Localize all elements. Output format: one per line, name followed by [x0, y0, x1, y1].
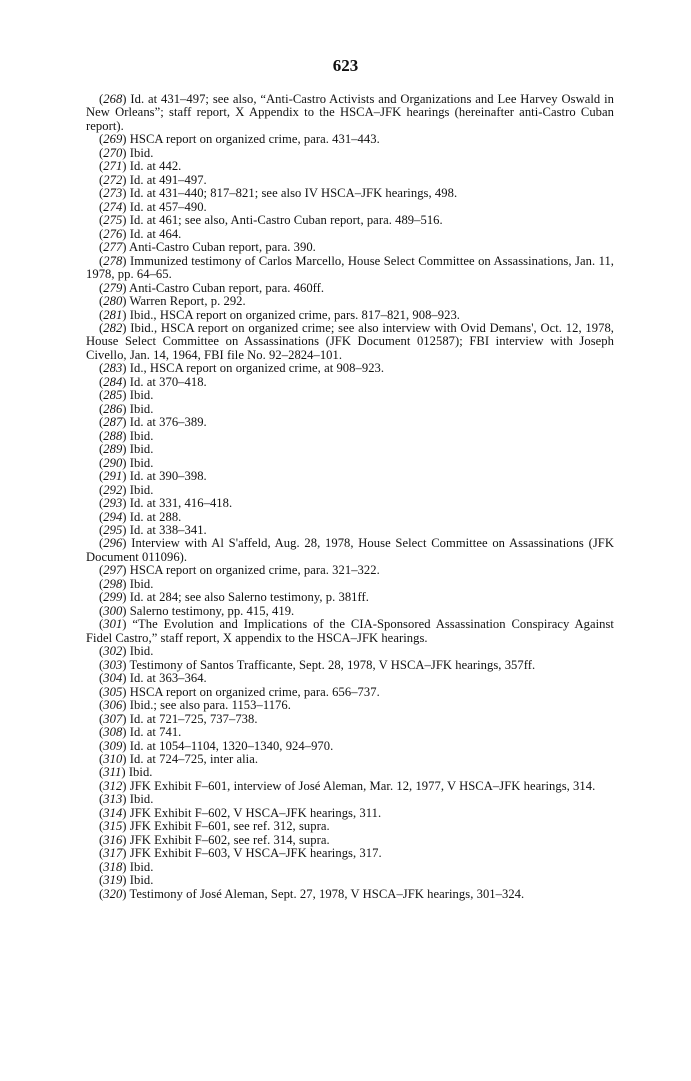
endnote: (313) Ibid. [99, 792, 154, 807]
endnote-text: JFK Exhibit F–601, interview of José Aleman, Mar. 12, 1977, V HSCA–JFK hearings, 314. [129, 778, 596, 793]
endnote-number: 285 [103, 388, 123, 403]
endnote-text: Id. at 491–497. [129, 172, 207, 187]
endnote-text: Id. at 370–418. [129, 374, 207, 389]
page-number: 623 [332, 56, 359, 75]
endnote-text: Anti-Castro Cuban report, para. 460ff. [129, 280, 325, 295]
endnote-number: 308 [103, 725, 123, 740]
endnote-text: Ibid. [129, 442, 154, 457]
endnote-number: 314 [103, 805, 123, 820]
endnote-text: Id. at 288. [129, 509, 182, 524]
endnote: (272) Id. at 491–497. [99, 172, 207, 187]
endnote: (320) Testimony of José Aleman, Sept. 27, 1978, V HSCA–JFK hearings, 301–324. [99, 886, 525, 901]
endnote: (286) Ibid. [99, 401, 154, 416]
endnote-text: Ibid. [129, 145, 154, 160]
endnote-text: Ibid. [128, 765, 153, 780]
endnote-number: 271 [103, 159, 123, 174]
endnote-number: 275 [103, 213, 123, 228]
endnote-number: 315 [103, 819, 123, 834]
endnote: (303) Testimony of Santos Trafficante, Sept. 28, 1978, V HSCA–JFK hearings, 357ff. [99, 657, 536, 672]
endnote-number: 316 [103, 832, 123, 847]
endnote: (278) Immunized testimony of Carlos Marcello, House Select Committee on Assassinations, Jan. 11, 1978, pp. 64–65. [86, 253, 614, 282]
endnote: (298) Ibid. [99, 576, 154, 591]
endnote-text: Ibid. [129, 576, 154, 591]
endnote-number: 298 [103, 576, 123, 591]
endnote: (301) “The Evolution and Implications of the CIA-Sponsored Assassination Conspiracy Against Fidel Castro,” staff report, X appendix to the HSCA–JFK hearings. [86, 617, 614, 645]
endnote-text: HSCA report on organized crime, para. 321–322. [129, 563, 380, 578]
endnote-text: Ibid. [129, 455, 154, 470]
endnote: (317) JFK Exhibit F–603, V HSCA–JFK hearings, 317. [99, 846, 382, 861]
endnote-number: 277 [103, 240, 123, 255]
endnote: (273) Id. at 431–440; 817–821; see also IV HSCA–JFK hearings, 498. [99, 186, 458, 201]
endnote-text: Id. at 284; see also Salerno testimony, p. 381ff. [129, 590, 369, 605]
endnote: (280) Warren Report, p. 292. [99, 294, 246, 309]
endnote: (283) Id., HSCA report on organized crime, at 908–923. [99, 361, 385, 376]
endnote-number: 270 [103, 145, 123, 160]
endnote-number: 291 [103, 469, 123, 484]
endnote-number: 303 [103, 657, 123, 672]
endnote-text: Ibid., HSCA report on organized crime; see also interview with Ovid Demans', Oct. 12, 1978, House Select Committee on Assassinations (JFK Document 012587); FBI interview with Joseph Civello, Jan. 14, 1964, FBI file No. 92–2824–101. [86, 320, 614, 362]
endnote-number: 302 [103, 644, 123, 659]
endnote: (296) Interview with Al S'affeld, Aug. 28, 1978, House Select Committee on Assassinations (JFK Document 011096). [86, 536, 614, 564]
endnote: (312) JFK Exhibit F–601, interview of José Aleman, Mar. 12, 1977, V HSCA–JFK hearings, 314. [99, 778, 596, 793]
endnote-number: 297 [103, 563, 123, 578]
endnote-number: 276 [103, 226, 123, 241]
endnote: (319) Ibid. [99, 873, 154, 888]
endnote-text: Id. at 724–725, inter alia. [129, 751, 259, 766]
endnote: (292) Ibid. [99, 482, 154, 497]
endnote-text: Ibid. [129, 644, 154, 659]
endnote-text: Testimony of Santos Trafficante, Sept. 28, 1978, V HSCA–JFK hearings, 357ff. [129, 657, 536, 672]
endnote: (314) JFK Exhibit F–602, V HSCA–JFK hearings, 311. [99, 805, 382, 820]
endnote: (271) Id. at 442. [99, 159, 182, 174]
endnote-text: JFK Exhibit F–601, see ref. 312, supra. [129, 819, 330, 834]
endnote: (305) HSCA report on organized crime, para. 656–737. [99, 684, 380, 699]
endnote: (288) Ibid. [99, 428, 154, 443]
endnote-text: Id. at 1054–1104, 1320–1340, 924–970. [129, 738, 334, 753]
endnote: (302) Ibid. [99, 644, 154, 659]
endnote-number: 282 [103, 320, 123, 335]
endnote-text: Ibid. [129, 428, 154, 443]
endnote-number: 306 [103, 698, 123, 713]
endnote-text: JFK Exhibit F–602, see ref. 314, supra. [129, 832, 330, 847]
endnote-number: 281 [103, 307, 123, 322]
endnote-number: 268 [103, 92, 123, 106]
endnote-number: 279 [103, 280, 123, 295]
endnote: (289) Ibid. [99, 442, 154, 457]
endnote: (310) Id. at 724–725, inter alia. [99, 751, 259, 766]
endnote-number: 305 [103, 684, 123, 699]
endnote: (277) Anti-Castro Cuban report, para. 390. [99, 240, 316, 255]
endnote-number: 311 [103, 765, 122, 780]
endnote-text: Id., HSCA report on organized crime, at 908–923. [129, 361, 385, 376]
endnote-number: 273 [103, 186, 123, 201]
endnote-number: 299 [103, 590, 123, 605]
endnote: (284) Id. at 370–418. [99, 374, 207, 389]
endnote-number: 280 [103, 294, 123, 309]
endnote: (269) HSCA report on organized crime, para. 431–443. [99, 132, 380, 147]
endnote-number: 287 [103, 415, 123, 430]
endnote-number: 320 [103, 886, 123, 901]
endnote-number: 312 [103, 778, 123, 793]
endnote: (290) Ibid. [99, 455, 154, 470]
endnote: (282) Ibid., HSCA report on organized crime; see also interview with Ovid Demans', Oct. 12, 1978, House Select Committee on Assassinations (JFK Document 012587); FBI interview with Joseph Civello, Jan. 14, 1964, FBI file No. 92–2824–101. [86, 320, 614, 362]
endnote: (311) Ibid. [99, 765, 153, 780]
endnote-text: Id. at 442. [129, 159, 182, 174]
endnote-text: HSCA report on organized crime, para. 656–737. [129, 684, 380, 699]
endnote-text: Id. at 431–440; 817–821; see also IV HSCA–JFK hearings, 498. [129, 186, 458, 201]
endnote-text: Warren Report, p. 292. [129, 294, 246, 309]
endnote: (307) Id. at 721–725, 737–738. [99, 711, 258, 726]
endnote-text: Ibid. [129, 873, 154, 888]
endnote: (294) Id. at 288. [99, 509, 182, 524]
endnote-number: 274 [103, 199, 123, 214]
endnote: (304) Id. at 363–364. [99, 671, 207, 686]
endnote-text: Id. at 338–341. [129, 523, 207, 537]
endnote-number: 283 [103, 361, 123, 376]
endnote-text: Ibid. [129, 859, 154, 874]
endnote: (285) Ibid. [99, 388, 154, 403]
endnote-number: 301 [103, 617, 123, 632]
endnote: (306) Ibid.; see also para. 1153–1176. [99, 698, 291, 713]
endnote-number: 317 [103, 846, 123, 861]
endnote-text: Ibid. [129, 482, 154, 497]
endnote: (318) Ibid. [99, 859, 154, 874]
endnote: (268) Id. at 431–497; see also, “Anti-Castro Activists and Organizations and Lee Harvey Oswald in New Orleans”; staff report, X Appendix to the HSCA–JFK hearings (hereinafter anti-Castro Cuban report). [86, 92, 614, 133]
endnote-text: Id. at 331, 416–418. [129, 496, 233, 511]
endnote: (291) Id. at 390–398. [99, 469, 207, 484]
endnote-number: 293 [103, 496, 123, 511]
endnote-text: Id. at 721–725, 737–738. [129, 711, 258, 726]
endnote: (276) Id. at 464. [99, 226, 182, 241]
endnote-text: Id. at 457–490. [129, 199, 207, 214]
endnote-number: 292 [103, 482, 123, 497]
endnote-number: 307 [103, 711, 123, 726]
endnote: (309) Id. at 1054–1104, 1320–1340, 924–970. [99, 738, 334, 753]
endnote-text: JFK Exhibit F–602, V HSCA–JFK hearings, 311. [129, 805, 382, 820]
endnote: (270) Ibid. [99, 145, 154, 160]
endnote-text: Salerno testimony, pp. 415, 419. [129, 603, 295, 618]
endnote-number: 290 [103, 455, 123, 470]
endnote-number: 272 [103, 172, 123, 187]
endnote-number: 309 [103, 738, 123, 753]
endnote-text: Ibid.; see also para. 1153–1176. [129, 698, 291, 713]
endnote-number: 289 [103, 442, 123, 457]
endnote-text: Anti-Castro Cuban report, para. 390. [129, 240, 316, 255]
endnote-text: Id. at 390–398. [129, 469, 207, 484]
endnote: (297) HSCA report on organized crime, para. 321–322. [99, 563, 380, 578]
endnote: (281) Ibid., HSCA report on organized crime, pars. 817–821, 908–923. [99, 307, 461, 322]
endnotes-list [86, 93, 614, 901]
endnote-number: 286 [103, 401, 123, 416]
endnote-number: 288 [103, 428, 123, 443]
endnote-text: JFK Exhibit F–603, V HSCA–JFK hearings, 317. [129, 846, 382, 861]
endnote-text: Id. at 376–389. [129, 415, 207, 430]
endnote: (279) Anti-Castro Cuban report, para. 460ff. [99, 280, 325, 295]
endnote: (315) JFK Exhibit F–601, see ref. 312, supra. [99, 819, 330, 834]
endnote-text: Id. at 363–364. [129, 671, 207, 686]
endnote-number: 318 [103, 859, 123, 874]
endnote-text: Ibid. [129, 792, 154, 807]
endnote-text: Id. at 464. [129, 226, 182, 241]
endnote-number: 319 [103, 873, 123, 888]
endnote: (293) Id. at 331, 416–418. [99, 496, 233, 511]
endnote-text: Ibid., HSCA report on organized crime, pars. 817–821, 908–923. [129, 307, 461, 322]
endnote: (300) Salerno testimony, pp. 415, 419. [99, 603, 295, 618]
endnote-number: 278 [103, 253, 123, 268]
endnote-text: Testimony of José Aleman, Sept. 27, 1978, V HSCA–JFK hearings, 301–324. [129, 886, 525, 901]
endnote: (295) Id. at 338–341. [99, 523, 207, 537]
endnote: (275) Id. at 461; see also, Anti-Castro Cuban report, para. 489–516. [99, 213, 443, 228]
endnote: (316) JFK Exhibit F–602, see ref. 314, supra. [99, 832, 330, 847]
endnote-text: HSCA report on organized crime, para. 431–443. [129, 132, 380, 147]
endnote-text: Id. at 431–497; see also, “Anti-Castro Activists and Organizations and Lee Harvey Oswald in New Orleans”; staff report, X Appendix to the HSCA–JFK hearings (hereinafter anti-Castro Cuban report). [86, 92, 614, 133]
endnote-text: Immunized testimony of Carlos Marcello, House Select Committee on Assassinations, Jan. 11, 1978, pp. 64–65. [86, 253, 614, 282]
endnote: (287) Id. at 376–389. [99, 415, 207, 430]
endnote-number: 310 [103, 751, 123, 766]
endnote-number: 300 [103, 603, 123, 618]
endnote-number: 269 [103, 132, 123, 147]
endnote-text: Interview with Al S'affeld, Aug. 28, 1978, House Select Committee on Assassinations (JFK Document 011096). [86, 536, 614, 564]
endnote-number: 295 [103, 523, 123, 537]
endnote-number: 304 [103, 671, 123, 686]
endnote-number: 296 [103, 536, 123, 551]
endnote-number: 294 [103, 509, 123, 524]
endnote-text: Id. at 461; see also, Anti-Castro Cuban report, para. 489–516. [129, 213, 443, 228]
endnote-text: Id. at 741. [129, 725, 182, 740]
endnote: (308) Id. at 741. [99, 725, 182, 740]
endnote: (299) Id. at 284; see also Salerno testimony, p. 381ff. [99, 590, 369, 605]
endnote-text: Ibid. [129, 401, 154, 416]
endnote: (274) Id. at 457–490. [99, 199, 207, 214]
endnote-number: 313 [103, 792, 123, 807]
endnote-text: “The Evolution and Implications of the CIA-Sponsored Assassination Conspiracy Against Fidel Castro,” staff report, X appendix to the HSCA–JFK hearings. [86, 617, 614, 645]
endnote-number: 284 [103, 374, 123, 389]
endnote-text: Ibid. [129, 388, 154, 403]
